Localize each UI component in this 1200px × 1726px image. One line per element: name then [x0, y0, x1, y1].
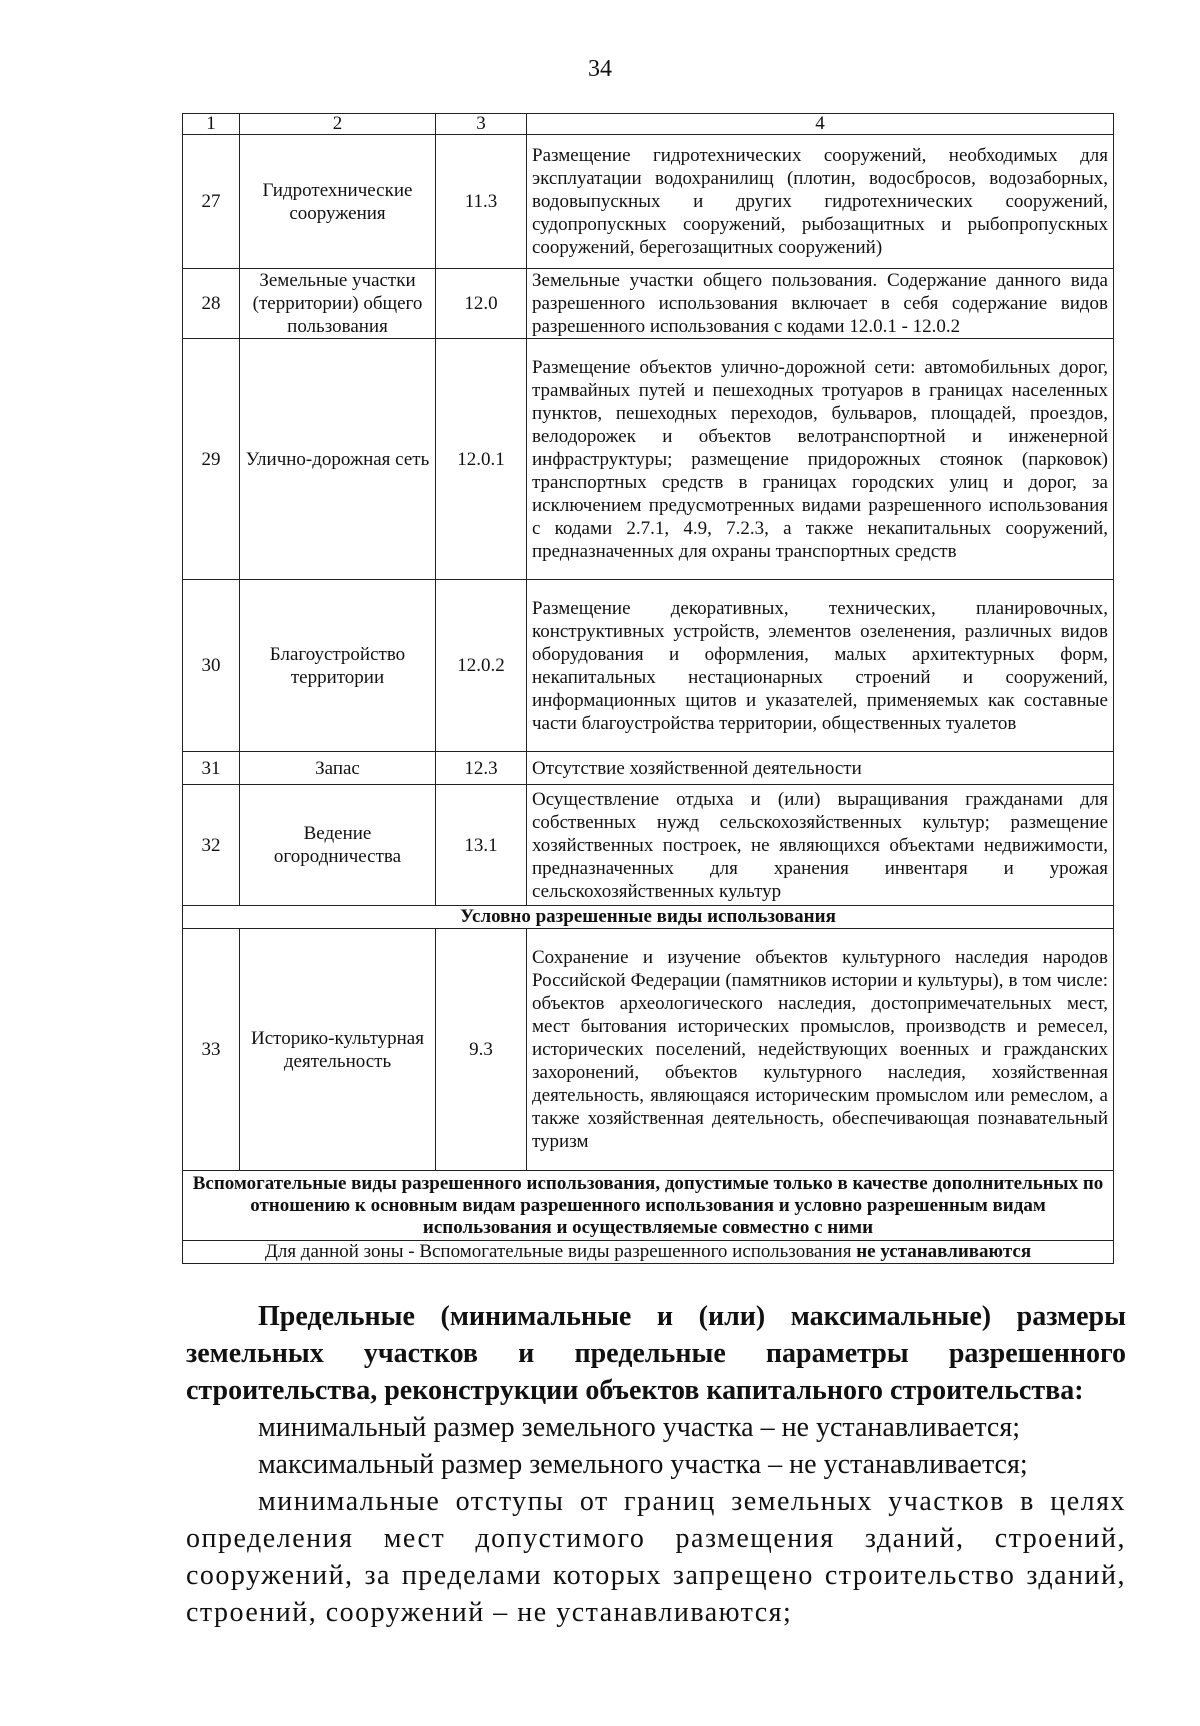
auxiliary-section-title: Вспомогательные виды разрешенного использования, допустимые только в качестве дополнительных по отношению к основным видам разрешенного использования и условно разрешенным видам использования и осуществляемые совместно с ними — [183, 1171, 1114, 1241]
row-number: 32 — [183, 785, 240, 906]
column-header-description: 4 — [527, 114, 1114, 135]
row-description: Осуществление отдыха и (или) выращивания гражданами для собственных нужд сельскохозяйственных культур; размещение хозяйственных построек, не являющихся объектами недвижимости, предназначенных для хранения инвентаря и урожая сельскохозяйственных культур — [527, 785, 1114, 906]
auxiliary-note — [183, 1241, 1114, 1264]
row-code: 12.0.1 — [436, 339, 527, 580]
row-description: Размещение декоративных, технических, планировочных, конструктивных устройств, элементов озеленения, различных видов оборудования и оформления, малых архитектурных форм, некапитальных нестационарных строений и сооружений, информационных щитов и указателей, применяемых как составные части благоустройства территории, общественных туалетов — [527, 580, 1114, 752]
parameters-section — [186, 1298, 1126, 1631]
row-code: 9.3 — [436, 929, 527, 1171]
parameters-heading: Предельные (минимальные и (или) максимальные) размеры земельных участков и предельные параметры разрешенного строительства, реконструкции объектов капитального строительства: — [186, 1301, 1126, 1406]
auxiliary-note-text: Для данной зоны - Вспомогательные виды разрешенного использования — [264, 1241, 857, 1262]
row-name: Ведение огородничества — [240, 785, 436, 906]
row-description: Размещение гидротехнических сооружений, необходимых для эксплуатации водохранилищ (плотин, водосбросов, водозаборных, водовыпускных и других гидротехнических сооружений, судопропускных сооружений, рыбозащитных и рыбопропускных сооружений, берегозащитных сооружений) — [527, 135, 1114, 269]
row-name: Улично-дорожная сеть — [240, 339, 436, 580]
table-row — [183, 785, 1114, 906]
row-number: 29 — [183, 339, 240, 580]
row-number: 30 — [183, 580, 240, 752]
row-name: Гидротехнические сооружения — [240, 135, 436, 269]
min-size-line: минимальный размер земельного участка – не устанавливается; — [258, 1412, 1021, 1443]
table-header-row — [183, 114, 1114, 135]
auxiliary-note-bold: не устанавливаются — [856, 1241, 1032, 1262]
row-name: Историко-культурная деятельность — [240, 929, 436, 1171]
note-row — [183, 1241, 1114, 1264]
conditional-section-title: Условно разрешенные виды использования — [183, 906, 1114, 929]
max-size-line: максимальный размер земельного участка – не устанавливается; — [258, 1449, 1028, 1480]
row-name: Благоустройство территории — [240, 580, 436, 752]
row-number: 27 — [183, 135, 240, 269]
row-number: 33 — [183, 929, 240, 1171]
row-code: 12.3 — [436, 752, 527, 785]
row-description: Размещение объектов улично-дорожной сети: автомобильных дорог, трамвайных путей и пешеходных тротуаров в границах населенных пунктов, пешеходных переходов, бульваров, площадей, проездов, велодорожек и объектов велотранспортной и инженерной инфраструктуры; размещение придорожных стоянок (парковок) транспортных средств в границах городских улиц и дорог, за исключением предусмотренных видами разрешенного использования с кодами 2.7.1, 4.9, 7.2.3, а также некапитальных сооружений, предназначенных для охраны транспортных средств — [527, 339, 1114, 580]
table-row — [183, 135, 1114, 269]
row-code: 12.0.2 — [436, 580, 527, 752]
row-number: 31 — [183, 752, 240, 785]
row-name: Земельные участки (территории) общего пользования — [240, 269, 436, 339]
column-header-code: 3 — [436, 114, 527, 135]
table-row — [183, 752, 1114, 785]
row-number: 28 — [183, 269, 240, 339]
row-code: 12.0 — [436, 269, 527, 339]
land-use-table — [182, 113, 1114, 1264]
setbacks-paragraph: минимальные отступы от границ земельных участков в целях определения мест допустимого размещения зданий, строений, сооружений, за пределами которых запрещено строительство зданий, строений, сооружений – не устанавливаются; — [186, 1486, 1126, 1628]
row-description: Отсутствие хозяйственной деятельности — [527, 752, 1114, 785]
row-code: 13.1 — [436, 785, 527, 906]
section-row — [183, 906, 1114, 929]
table-row — [183, 269, 1114, 339]
column-header-name: 2 — [240, 114, 436, 135]
page-number: 34 — [588, 56, 612, 82]
row-description: Сохранение и изучение объектов культурного наследия народов Российской Федерации (памятников истории и культуры), в том числе: объектов археологического наследия, достопримечательных мест, мест бытования исторических промыслов, производств и ремесел, исторических поселений, недействующих военных и гражданских захоронений, объектов культурного наследия, хозяйственная деятельность, являющаяся историческим промыслом или ремеслом, а также хозяйственная деятельность, обеспечивающая познавательный туризм — [527, 929, 1114, 1171]
column-header-number: 1 — [183, 114, 240, 135]
row-description: Земельные участки общего пользования. Содержание данного вида разрешенного использования включает в себя содержание видов разрешенного использования с кодами 12.0.1 - 12.0.2 — [527, 269, 1114, 339]
table-row — [183, 929, 1114, 1171]
row-name: Запас — [240, 752, 436, 785]
section-row — [183, 1171, 1114, 1241]
table-row — [183, 339, 1114, 580]
table-row — [183, 580, 1114, 752]
row-code: 11.3 — [436, 135, 527, 269]
